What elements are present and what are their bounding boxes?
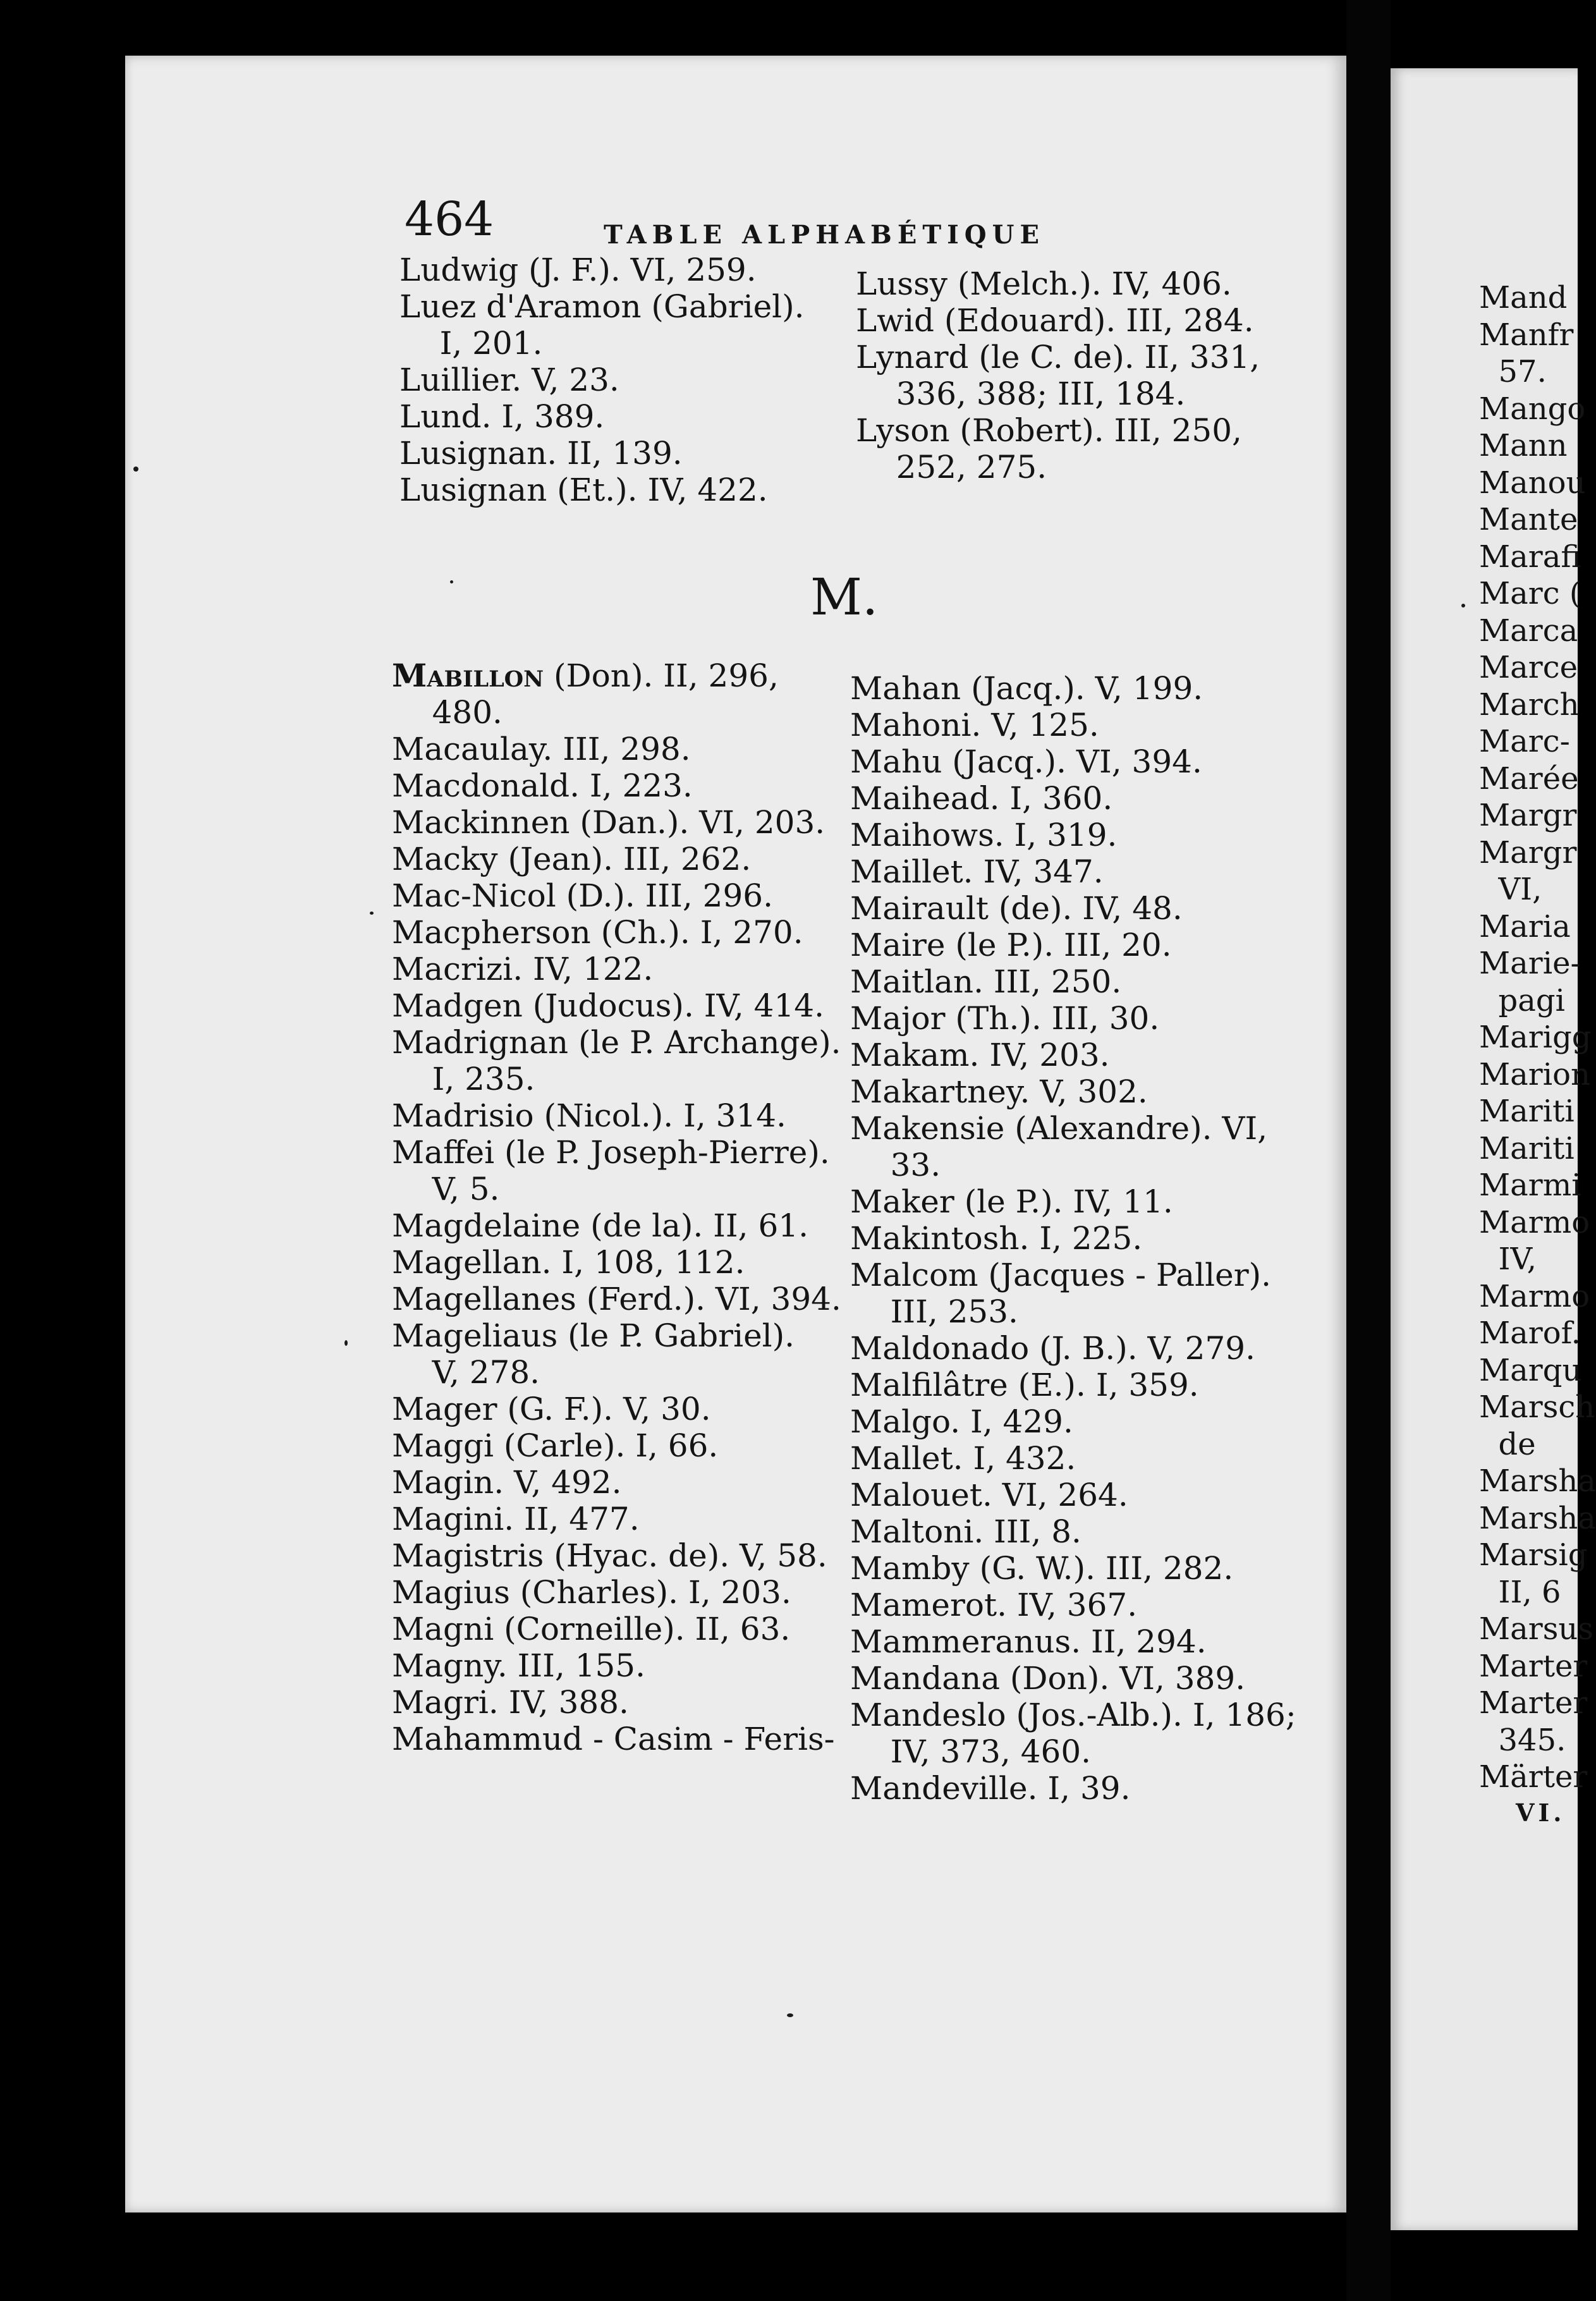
- index-entry-fragment: Margr: [1479, 834, 1577, 870]
- index-entry: Maggi (Carle). I, 66.: [392, 1427, 719, 1464]
- index-entry-fragment: Märter: [1479, 1759, 1588, 1795]
- index-entry: Mahan (Jacq.). V, 199.: [850, 670, 1203, 707]
- index-entry: 336, 388; III, 184.: [856, 375, 1186, 412]
- index-entry: Malgo. I, 429.: [850, 1403, 1073, 1440]
- index-entry-fragment: Marter: [1479, 1685, 1588, 1721]
- index-entry: V, 278.: [392, 1354, 540, 1391]
- index-entry-fragment: 345.: [1479, 1722, 1566, 1758]
- ink-speck: [450, 580, 453, 583]
- index-entry-fragment: Marsig: [1479, 1537, 1588, 1573]
- index-entry: Lynard (le C. de). II, 331,: [856, 339, 1260, 375]
- index-entry-fragment: de: [1479, 1426, 1536, 1462]
- index-entry-fragment: Mann: [1479, 428, 1568, 463]
- index-entry: Makintosh. I, 225.: [850, 1220, 1143, 1257]
- index-entry: I, 201.: [399, 325, 543, 362]
- index-entry: Lwid (Edouard). III, 284.: [856, 302, 1254, 339]
- index-entry: Mandeslo (Jos.-Alb.). I, 186;: [850, 1697, 1296, 1733]
- index-column-right-top: [856, 266, 1260, 485]
- index-entry: Magri. IV, 388.: [392, 1684, 629, 1721]
- index-entry: 33.: [850, 1147, 941, 1183]
- index-entry-fragment: Marsha: [1479, 1463, 1596, 1499]
- index-entry: Malouet. VI, 264.: [850, 1477, 1128, 1513]
- index-entry-fragment: Marmo: [1479, 1204, 1590, 1240]
- book-gutter: [1346, 0, 1391, 2301]
- index-entry-fragment: Marie-: [1479, 946, 1581, 981]
- index-entry-fragment: Marc (: [1479, 576, 1581, 611]
- index-entry: Mamerot. IV, 367.: [850, 1587, 1138, 1623]
- index-entry: Mackinnen (Dan.). VI, 203.: [392, 804, 825, 841]
- ink-speck: [133, 467, 138, 472]
- index-entry-fragment: pagi: [1479, 982, 1565, 1018]
- index-entry: Mandeville. I, 39.: [850, 1770, 1131, 1807]
- index-entry: Lusignan (Et.). IV, 422.: [399, 472, 768, 508]
- index-column-next-page: [1479, 279, 1596, 1796]
- running-head: TABLE ALPHABÉTIQUE: [604, 220, 1045, 250]
- index-column-left-m: [392, 657, 841, 1757]
- index-entry-fragment: Marée: [1479, 760, 1579, 796]
- index-entry: Madgen (Judocus). IV, 414.: [392, 987, 824, 1024]
- index-entry: Lyson (Robert). III, 250,: [856, 412, 1242, 449]
- index-entry: I, 235.: [392, 1061, 535, 1097]
- index-entry-fragment: Maria: [1479, 908, 1571, 944]
- ink-speck: [344, 1340, 348, 1346]
- index-entry: Mageliaus (le P. Gabriel).: [392, 1317, 795, 1354]
- index-entry: IV, 373, 460.: [850, 1733, 1092, 1770]
- index-entry: Maffei (le P. Joseph-Pierre).: [392, 1134, 830, 1171]
- index-entry: Mager (G. F.). V, 30.: [392, 1391, 711, 1427]
- index-entry: Lussy (Melch.). IV, 406.: [856, 266, 1232, 302]
- index-entry: Magini. II, 477.: [392, 1501, 640, 1537]
- index-entry: Maillet. IV, 347.: [850, 853, 1104, 890]
- index-entry: Maldonado (J. B.). V, 279.: [850, 1330, 1255, 1367]
- index-entry-fragment: Marigg: [1479, 1020, 1592, 1055]
- index-entry-fragment: Marca: [1479, 613, 1578, 649]
- index-entry: Magny. III, 155.: [392, 1647, 645, 1684]
- entry-reference: (Don). II, 296,: [544, 657, 779, 694]
- index-entry-fragment: Marsha: [1479, 1500, 1596, 1536]
- index-entry-fragment: Marc-: [1479, 724, 1570, 759]
- index-entry-fragment: II, 6: [1479, 1574, 1561, 1610]
- index-entry: Magellanes (Ferd.). VI, 394.: [392, 1281, 841, 1317]
- index-entry: Maire (le P.). III, 20.: [850, 927, 1172, 963]
- index-entry-fragment: Mante: [1479, 502, 1578, 537]
- index-entry: Magius (Charles). I, 203.: [392, 1574, 791, 1611]
- index-entry-fragment: Marof.: [1479, 1315, 1581, 1351]
- index-entry: Mac-Nicol (D.). III, 296.: [392, 877, 774, 914]
- index-entry-fragment: Marion: [1479, 1056, 1590, 1092]
- index-entry: Magistris (Hyac. de). V, 58.: [392, 1537, 827, 1574]
- index-entry: Madrignan (le P. Archange).: [392, 1024, 841, 1061]
- index-entry: Magni (Corneille). II, 63.: [392, 1611, 791, 1647]
- index-entry-fragment: Margr: [1479, 798, 1577, 833]
- index-entry: Mahu (Jacq.). VI, 394.: [850, 743, 1202, 780]
- index-entry: Mammeranus. II, 294.: [850, 1623, 1207, 1660]
- index-entry-fragment: Mariti: [1479, 1130, 1575, 1166]
- index-entry: Macdonald. I, 223.: [392, 767, 693, 804]
- index-column-right-m: [850, 670, 1296, 1807]
- index-entry: Makartney. V, 302.: [850, 1073, 1148, 1110]
- index-entry-fragment: Marafi: [1479, 539, 1581, 575]
- index-entry: Macaulay. III, 298.: [392, 731, 691, 767]
- index-entry-fragment: Marsus: [1479, 1611, 1593, 1647]
- index-entry-fragment: Mango: [1479, 391, 1586, 427]
- index-entry: Mairault (de). IV, 48.: [850, 890, 1183, 927]
- index-entry: Magin. V, 492.: [392, 1464, 622, 1501]
- index-entry: Magellan. I, 108, 112.: [392, 1244, 745, 1281]
- index-entry-fragment: Manou: [1479, 465, 1586, 501]
- index-entry: Maihead. I, 360.: [850, 780, 1113, 817]
- index-entry-fragment: March: [1479, 687, 1580, 723]
- index-entry: Lund. I, 389.: [399, 398, 605, 435]
- index-entry-fragment: IV,: [1479, 1242, 1537, 1277]
- index-entry: 480.: [392, 694, 503, 731]
- index-entry: Malfilâtre (E.). I, 359.: [850, 1367, 1199, 1403]
- index-entry: Makam. IV, 203.: [850, 1037, 1110, 1073]
- page-number: 464: [405, 192, 494, 247]
- section-letter: M.: [810, 568, 879, 626]
- index-entry-fragment: Marmo: [1479, 1278, 1590, 1314]
- index-entry: Major (Th.). III, 30.: [850, 1000, 1160, 1037]
- index-entry: Maitlan. III, 250.: [850, 963, 1122, 1000]
- index-entry: Macky (Jean). III, 262.: [392, 841, 752, 877]
- index-entry: Macrizi. IV, 122.: [392, 951, 654, 987]
- index-entry-fragment: Marqu: [1479, 1352, 1582, 1388]
- index-entry-fragment: Mand: [1479, 280, 1568, 315]
- index-entry: 252, 275.: [856, 449, 1047, 485]
- index-entry: Luez d'Aramon (Gabriel).: [399, 288, 805, 325]
- index-entry-fragment: VI,: [1479, 872, 1542, 907]
- index-entry: Maker (le P.). IV, 11.: [850, 1183, 1173, 1220]
- index-entry: Mandana (Don). VI, 389.: [850, 1660, 1246, 1697]
- index-entry: III, 253.: [850, 1293, 1018, 1330]
- index-entry: Ludwig (J. F.). VI, 259.: [399, 252, 757, 288]
- signature-mark: VI.: [1516, 1798, 1566, 1827]
- index-entry-fragment: Marter: [1479, 1648, 1588, 1684]
- ink-speck: [370, 912, 374, 915]
- index-entry-fragment: 57.: [1479, 354, 1547, 389]
- index-column-left-top: [399, 252, 805, 508]
- ink-speck: [787, 2013, 793, 2017]
- index-entry: V, 5.: [392, 1171, 500, 1207]
- entry-name-smallcaps: Mabillon: [392, 657, 544, 694]
- index-entry: Lusignan. II, 139.: [399, 435, 683, 472]
- index-entry: Malcom (Jacques - Paller).: [850, 1257, 1271, 1293]
- index-entry-fragment: Manfr: [1479, 317, 1574, 353]
- index-entry: Maltoni. III, 8.: [850, 1513, 1081, 1550]
- index-entry-fragment: Marce: [1479, 650, 1578, 685]
- index-entry: Luillier. V, 23.: [399, 362, 619, 398]
- ink-speck: [1461, 604, 1465, 607]
- index-entry: Maihows. I, 319.: [850, 817, 1118, 853]
- index-entry: Mahoni. V, 125.: [850, 707, 1099, 743]
- index-entry-fragment: Marsch: [1479, 1389, 1595, 1425]
- index-entry: Magdelaine (de la). II, 61.: [392, 1207, 808, 1244]
- index-entry: Macpherson (Ch.). I, 270.: [392, 914, 803, 951]
- index-entry: Mahammud - Casim - Feris-: [392, 1721, 835, 1757]
- index-entry: [392, 657, 841, 694]
- index-entry: Madrisio (Nicol.). I, 314.: [392, 1097, 786, 1134]
- index-entry-fragment: Marmi: [1479, 1168, 1581, 1203]
- index-entry: Mamby (G. W.). III, 282.: [850, 1550, 1234, 1587]
- index-entry: Mallet. I, 432.: [850, 1440, 1076, 1477]
- index-entry-fragment: Mariti: [1479, 1094, 1575, 1129]
- index-entry: Makensie (Alexandre). VI,: [850, 1110, 1268, 1147]
